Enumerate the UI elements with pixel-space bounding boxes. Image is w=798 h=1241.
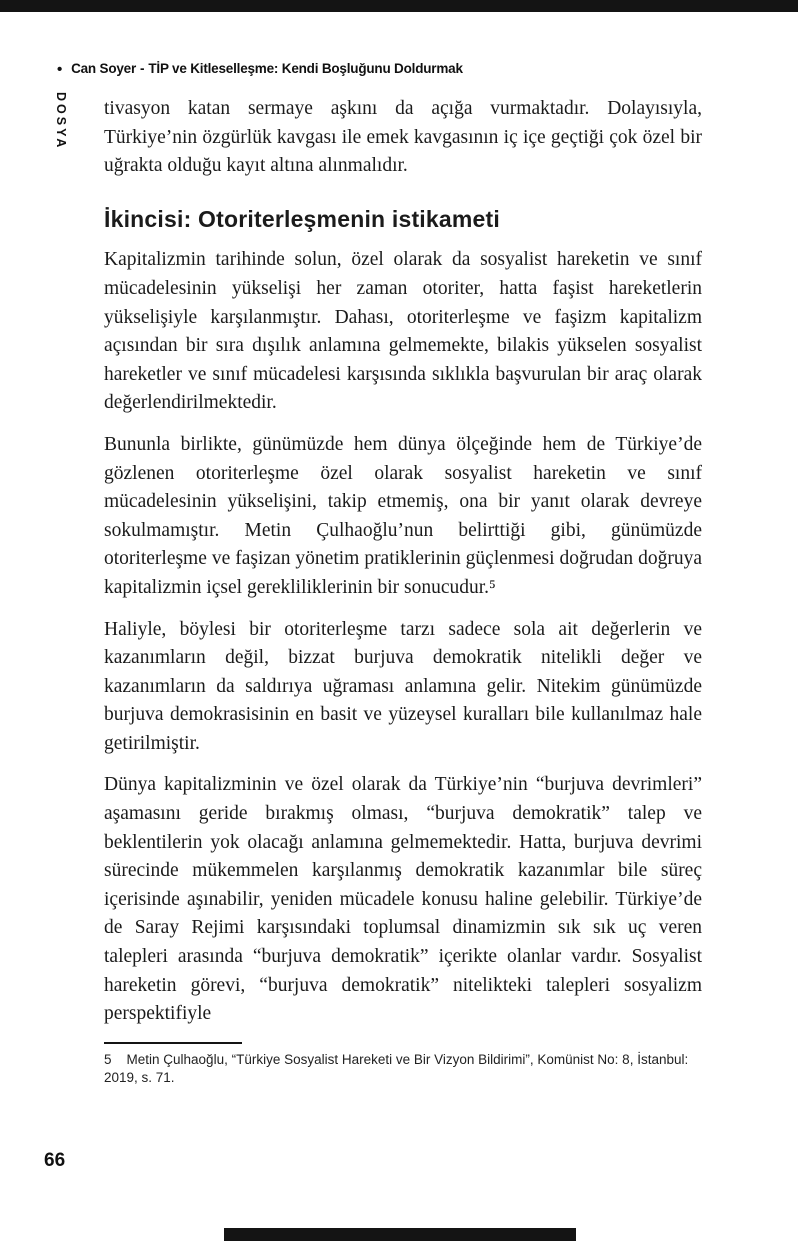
footnote-number: 5 [104, 1051, 112, 1067]
paragraph: Bununla birlikte, günümüzde hem dünya ölçeğinde hem de Türkiye’de gözlenen otoriterleşme özel olarak sosyalist hareketin ve sınıf mücadelesinin yükselişini, takip etmemiş, ona bir yanıt olarak devreye sokulmamıştır. Metin Çulhaoğlu’nun belirttiği gibi, günümüzde otoriterleşme ve faşizan yönetim pratiklerinin güçlenmesi doğrudan doğruya kapitalizmin içsel gerekliliklerinin bir sonucudur.⁵ [104, 433, 702, 598]
footnote-text: Metin Çulhaoğlu, “Türkiye Sosyalist Hareketi ve Bir Vizyon Bildirimi”, Komünist No: 8, İstanbul: 2019, s. 71. [104, 1051, 689, 1086]
dosya-side-label: DOSYA [54, 92, 68, 151]
footnote [104, 1051, 702, 1088]
footnote-block [104, 1042, 702, 1088]
footnote-divider [104, 1042, 242, 1044]
header-title: TİP ve Kitleselleşme: Kendi Boşluğunu Doldurmak [148, 61, 463, 76]
bullet-icon: • [57, 61, 63, 78]
paragraph: Haliyle, böylesi bir otoriterleşme tarzı sadece sola ait değerlerin ve kazanımların değil, bizzat burjuva demokratik nitelikli değer ve kazanımların da saldırıya uğraması anlamına gelir. Nitekim günümüzde burjuva demokrasisinin en basit ve yüzeysel kuralları bile kullanılmaz hale getirilmiştir. [104, 618, 702, 754]
top-rule-bar [0, 0, 798, 12]
paragraph: Kapitalizmin tarihinde solun, özel olarak da sosyalist hareketin ve sınıf mücadelesinin yükselişi her zaman otoriter, hatta faşist hareketlerin yükselişiyle karşılanmıştır. Dahası, otoriterleşme ve faşizm kapitalizm açısından bir sıra dışılık anlamına gelmemekte, bilakis yükselen sosyalist hareketler ve sınıf mücadelesi karşısında sıklıkla başvurulan bir araç olarak değerlendirilmektedir. [104, 249, 702, 414]
header-author: Can Soyer [71, 61, 137, 76]
running-header [57, 61, 463, 78]
article-body [104, 95, 702, 1088]
page-number: 66 [44, 1150, 66, 1171]
section-heading: İkincisi: Otoriterleşmenin istikameti [104, 205, 500, 232]
lead-paragraph: tivasyon katan sermaye aşkını da açığa vurmaktadır. Dolayısıyla, Türkiye’nin özgürlük kavgası ile emek kavgasının iç içe geçtiği çok özel bir uğrakta olduğu kayıt altına alınmalıdır. [104, 98, 702, 177]
bottom-rule-bar [224, 1228, 576, 1241]
paragraph: Dünya kapitalizminin ve özel olarak da Türkiye’nin “burjuva devrimleri” aşamasını geride bırakmış olması, “burjuva demokratik” talep ve beklentilerin yok olacağı anlamına gelmemektedir. Hatta, burjuva devrimi sürecinde mükemmelen karşılanmış demokratik kazanımlar bile süreç içerisinde aşınabilir, yeniden mücadele konusu haline gelebilir. Türkiye’de de Saray Rejimi karşısındaki toplumsal dinamizmin sık sık uç veren talepleri arasında “burjuva demokratik” içerikte olanlar vardır. Sosyalist hareketin görevi, “burjuva demokratik” nitelikteki talepleri sosyalizm perspektifiyle [104, 774, 702, 1025]
header-separator: - [140, 61, 145, 76]
